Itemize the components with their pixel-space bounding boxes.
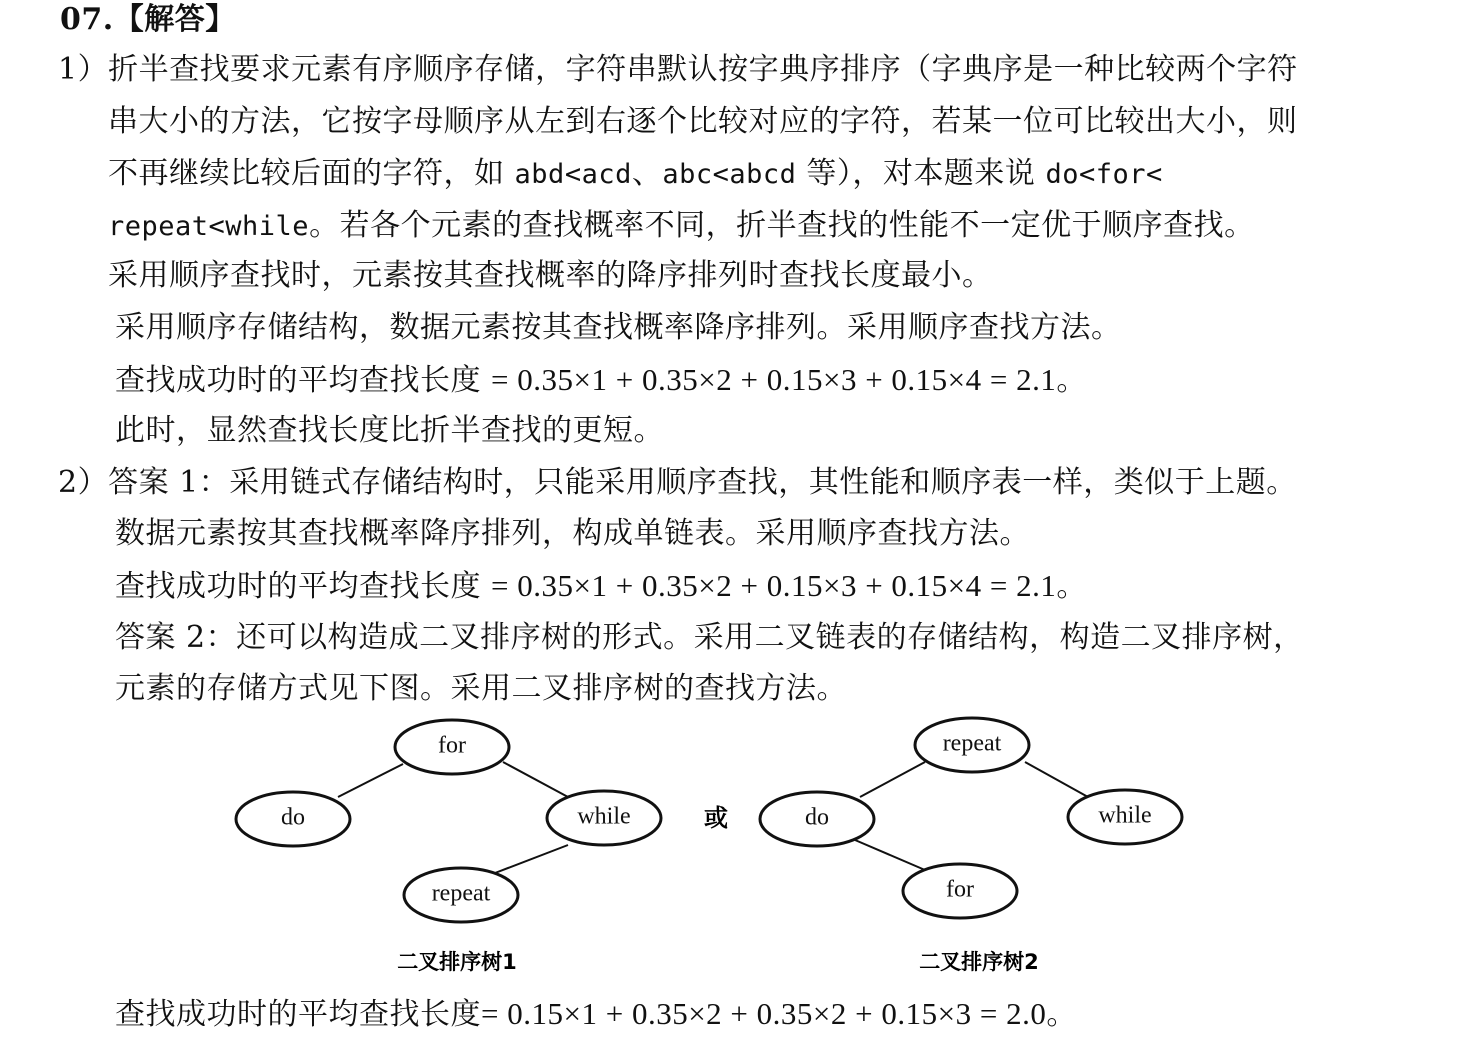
tree1-edge-for-do xyxy=(338,764,403,797)
tree1-caption: 二叉排序树1 xyxy=(397,950,517,974)
tree1-edge-for-while xyxy=(503,762,568,797)
asl-end-1: 。 xyxy=(1056,363,1087,398)
code-repeat-while: repeat<while xyxy=(108,211,310,242)
tree2-label-for: for xyxy=(946,876,974,903)
asl-end-3: 。 xyxy=(1046,997,1077,1032)
tree2-label-while: while xyxy=(1098,802,1152,829)
tree1-label-while: while xyxy=(577,803,631,830)
tree2-edge-do-for xyxy=(855,840,925,870)
asl-end-2: 。 xyxy=(1056,569,1087,604)
part2-line-2: 数据元素按其查找概率降序排列，构成单链表。采用顺序查找方法。 xyxy=(115,516,1030,551)
part2-line-5: 元素的存储方式见下图。采用二叉排序树的查找方法。 xyxy=(115,671,847,706)
part1-line-8: 此时，显然查找长度比折半查找的更短。 xyxy=(115,413,664,448)
asl-label-1: 查找成功时的平均查找长度 xyxy=(115,363,492,398)
heading: 07.【解答】 xyxy=(60,2,236,37)
tree2-edge-repeat-while xyxy=(1025,762,1088,797)
or-label: 或 xyxy=(704,804,728,832)
tree1-label-repeat: repeat xyxy=(431,880,491,907)
tree1-label-for: for xyxy=(438,732,466,759)
tree2-edge-repeat-do xyxy=(860,762,925,797)
tree2-label-do: do xyxy=(805,804,829,831)
code-do-for: do<for< xyxy=(1045,159,1163,190)
asl-formula-1: = 0.35×1 + 0.35×2 + 0.15×3 + 0.15×4 = 2.1 xyxy=(491,362,1057,397)
part1-line-4-text: 。若各个元素的查找概率不同，折半查找的性能不一定优于顺序查找。 xyxy=(309,208,1255,243)
part2-line-4: 答案 2：还可以构造成二叉排序树的形式。采用二叉链表的存储结构，构造二叉排序树， xyxy=(115,620,1304,655)
part1-line-6: 采用顺序存储结构，数据元素按其查找概率降序排列。采用顺序查找方法。 xyxy=(115,310,1122,345)
part1-line-1: 1）折半查找要求元素有序顺序存储，字符串默认按字典序排序（字典序是一种比较两个字符 xyxy=(58,52,1298,87)
asl-formula-3: = 0.15×1 + 0.35×2 + 0.35×2 + 0.15×3 = 2.0 xyxy=(481,996,1047,1031)
code-abc-abcd: abc<abcd xyxy=(662,159,797,190)
tree1-label-do: do xyxy=(281,804,305,831)
tree2-label-repeat: repeat xyxy=(942,730,1002,757)
part1-line-3-text-c: 等），对本题来说 xyxy=(796,156,1046,191)
part1-line-5: 采用顺序查找时，元素按其查找概率的降序排列时查找长度最小。 xyxy=(108,258,993,293)
code-abd-acd: abd<acd xyxy=(514,159,632,190)
tree2-edges xyxy=(855,762,1088,870)
part2-line-1: 2）答案 1：采用链式存储结构时，只能采用顺序查找，其性能和顺序表一样，类似于上题。 xyxy=(58,465,1297,500)
asl-label-3: 查找成功时的平均查找长度 xyxy=(115,997,481,1032)
tree2-caption: 二叉排序树2 xyxy=(919,950,1039,974)
part1-line-2: 串大小的方法，它按字母顺序从左到右逐个比较对应的字符，若某一位可比较出大小，则 xyxy=(108,104,1298,139)
final-asl-line xyxy=(115,996,1077,1033)
tree1-edges xyxy=(338,762,568,873)
part1-line-3-text-b: 、 xyxy=(631,156,663,191)
part1-line-3-text-a: 不再继续比较后面的字符，如 xyxy=(108,156,515,191)
asl-label-2: 查找成功时的平均查找长度 xyxy=(115,569,492,604)
asl-formula-2: = 0.35×1 + 0.35×2 + 0.15×3 + 0.15×4 = 2.1 xyxy=(491,568,1057,603)
tree1-edge-while-repeat xyxy=(495,845,568,873)
